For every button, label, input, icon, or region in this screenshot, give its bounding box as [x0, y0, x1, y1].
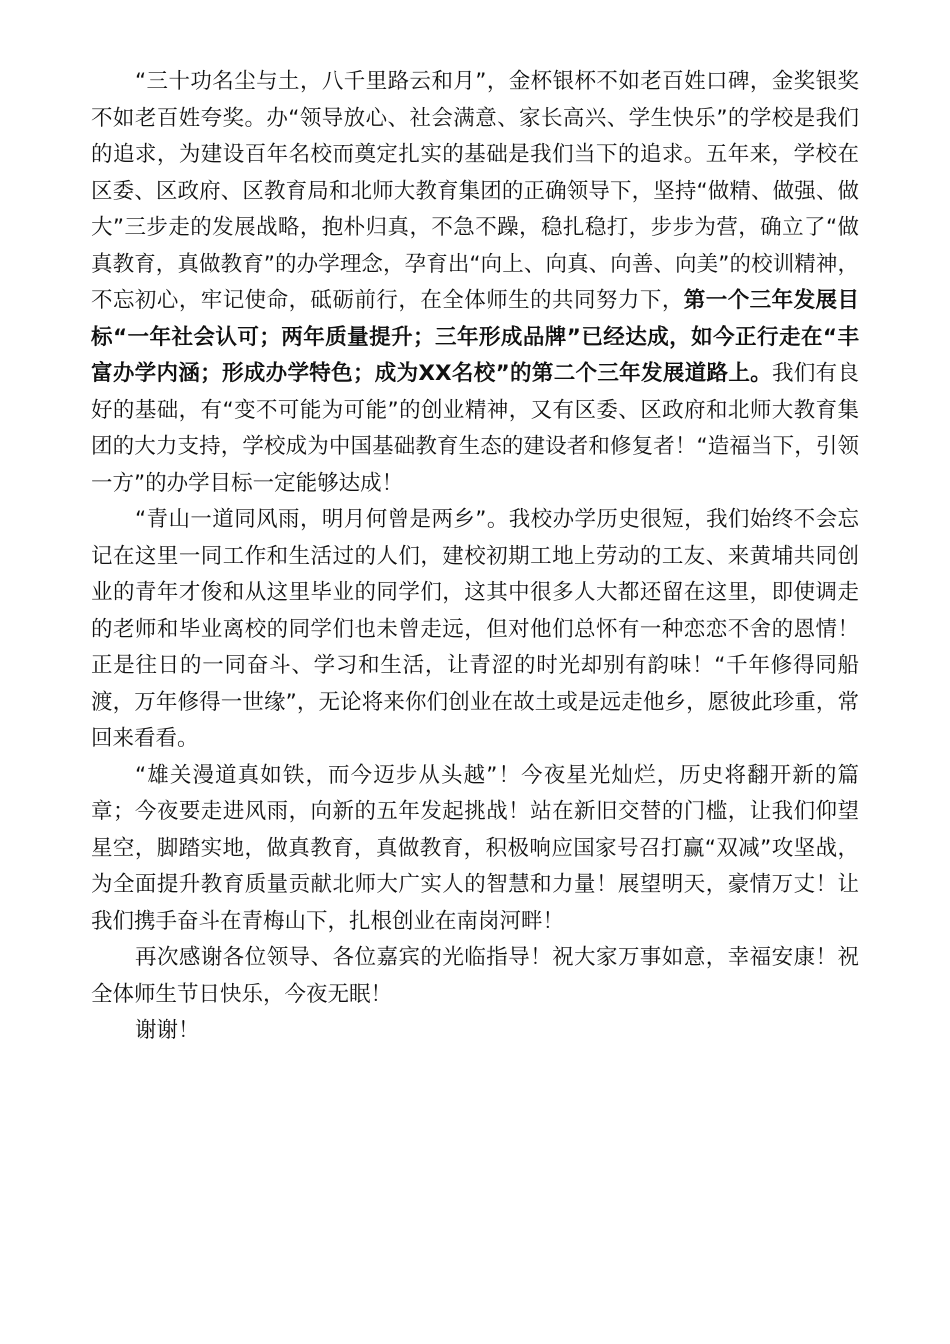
- paragraph-closing: 谢谢！: [135, 1018, 200, 1043]
- document-page: [91, 64, 859, 1050]
- paragraph-text: 我们有良好的基础，有“变不可能为可能”的创业精神，又有区委、区政府和北师大教育集团的大力支持，学校成为中国基础教育生态的建设者和修复者！“造福当下，引领一方”的办学目标一定能够达成！: [91, 361, 859, 496]
- bold-goal-text: 第一个三年发展目标“一年社会认可；两年质量提升；三年形成品牌”已经达成，如今正行走在“丰富办学内涵；形成办学特色；成为XX名校”的第二个三年发展道路上。: [91, 288, 859, 386]
- paragraph-achievements: [91, 64, 859, 502]
- paragraph-memories: “青山一道同风雨，明月何曾是两乡”。我校办学历史很短，我们始终不会忘记在这里一同工作和生活过的人们，建校初期工地上劳动的工友、来黄埔共同创业的青年才俊和从这里毕业的同学们，这其中很多人大都还留在这里，即使调走的老师和毕业离校的同学们也未曾走远，但对他们总怀有一种恋恋不舍的恩情！正是往日的一同奋斗、学习和生活，让青涩的时光却别有韵味！“千年修得同船渡，万年修得一世缘”，无论将来你们创业在故土或是远走他乡，愿彼此珍重，常回来看看。: [91, 507, 859, 751]
- paragraph-thanks: 再次感谢各位领导、各位嘉宾的光临指导！祝大家万事如意，幸福安康！祝全体师生节日快乐，今夜无眠！: [91, 945, 859, 1007]
- paragraph-text: “三十功名尘与土，八千里路云和月”，金杯银杯不如老百姓口碑，金奖银奖不如老百姓夸奖。办“领导放心、社会满意、家长高兴、学生快乐”的学校是我们的追求，为建设百年名校而奠定扎实的基础是我们当下的追求。五年来，学校在区委、区政府、区教育局和北师大教育集团的正确领导下，坚持“做精、做强、做大”三步走的发展战略，抱朴归真，不急不躁，稳扎稳打，步步为营，确立了“做真教育，真做教育”的办学理念，孕育出“向上、向真、向善、向美”的校训精神，不忘初心，牢记使命，砥砺前行，在全体师生的共同努力下，: [91, 69, 859, 313]
- paragraph-future: “雄关漫道真如铁，而今迈步从头越”！今夜星光灿烂，历史将翻开新的篇章；今夜要走进风雨，向新的五年发起挑战！站在新旧交替的门槛，让我们仰望星空，脚踏实地，做真教育，真做教育，积极响应国家号召打赢“双减”攻坚战，为全面提升教育质量贡献北师大广实人的智慧和力量！展望明天，豪情万丈！让我们携手奋斗在青梅山下，扎根创业在南岗河畔！: [91, 762, 859, 934]
